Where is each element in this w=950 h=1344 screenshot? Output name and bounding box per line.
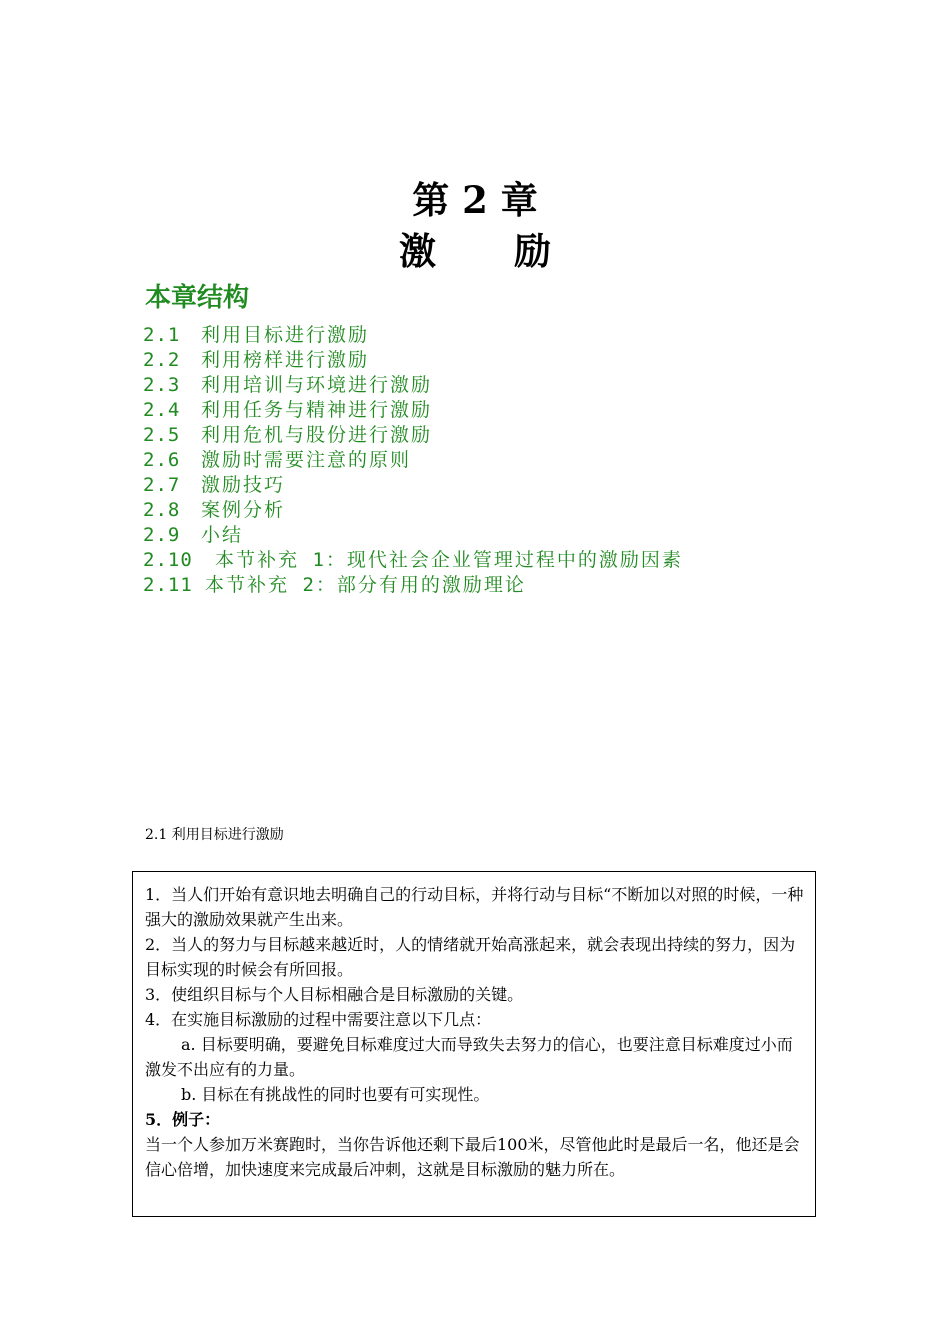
toc-item-label: 本节补充 2：部分有用的激励理论 [205, 574, 526, 596]
toc-item[interactable] [143, 473, 683, 498]
toc-item-label: 利用榜样进行激励 [201, 349, 370, 371]
toc-item-label: 利用目标进行激励 [201, 324, 370, 346]
chapter-title-char-2: 励 [514, 229, 551, 273]
box-paragraph-3: 3．使组织目标与个人目标相融合是目标激励的关键。 [145, 985, 524, 1004]
toc-item-label: 小结 [201, 524, 244, 546]
toc-item-number: 2.7 [143, 474, 181, 496]
box-paragraph-6: 当一个人参加万米赛跑时，当你告诉他还剩下最后100米，尽管他此时是最后一名，他还是会信心倍增，加快速度来完成最后冲刺，这就是目标激励的魅力所在。 [145, 1135, 800, 1179]
toc-item[interactable] [143, 523, 683, 548]
box-paragraph-2: 2．当人的努力与目标越来越近时，人的情绪就开始高涨起来，就会表现出持续的努力，因为目标实现的时候会有所回报。 [145, 935, 796, 979]
toc-item-number: 2.11 [143, 574, 193, 596]
toc-item[interactable] [143, 448, 683, 473]
toc-item-label: 本节补充 1：现代社会企业管理过程中的激励因素 [215, 549, 683, 571]
toc-item-number: 2.1 [143, 324, 181, 346]
toc-item-label: 利用任务与精神进行激励 [201, 399, 433, 421]
content-box [132, 871, 816, 1217]
toc-item-number: 2.4 [143, 399, 181, 421]
toc-item-number: 2.9 [143, 524, 181, 546]
toc-item[interactable] [143, 373, 683, 398]
chapter-structure-heading: 本章结构 [145, 283, 250, 313]
toc-item[interactable] [143, 423, 683, 448]
toc-item[interactable] [143, 323, 683, 348]
toc-item-number: 2.3 [143, 374, 181, 396]
box-paragraph-4b: b. 目标在有挑战性的同时也要有可实现性。 [181, 1085, 490, 1104]
section-label: 2.1 利用目标进行激励 [145, 827, 284, 843]
box-paragraph-4: 4．在实施目标激励的过程中需要注意以下几点： [145, 1010, 492, 1029]
toc-item-label: 利用危机与股份进行激励 [201, 424, 433, 446]
toc-item-number: 2.8 [143, 499, 181, 521]
box-paragraph-1: 1．当人们开始有意识地去明确自己的行动目标，并将行动与目标“不断加以对照的时候，一种强大的激励效果就产生出来。 [145, 885, 804, 929]
toc-item-label: 利用培训与环境进行激励 [201, 374, 433, 396]
box-paragraph-5: 5．例子： [145, 1110, 221, 1129]
toc-item-number: 2.2 [143, 349, 181, 371]
chapter-number: 第 2 章 [412, 178, 538, 222]
toc-item[interactable] [143, 498, 683, 523]
toc-item[interactable] [143, 398, 683, 423]
toc-item-label: 激励时需要注意的原则 [201, 449, 412, 471]
toc-item-number: 2.6 [143, 449, 181, 471]
box-paragraph-4a: a. 目标要明确，要避免目标难度过大而导致失去努力的信心，也要注意目标难度过小而激发不出应有的力量。 [145, 1035, 793, 1079]
table-of-contents [143, 323, 683, 598]
toc-item-number: 2.10 [143, 549, 193, 571]
toc-item-label: 激励技巧 [201, 474, 286, 496]
toc-item[interactable] [143, 573, 683, 598]
toc-item-number: 2.5 [143, 424, 181, 446]
chapter-title [0, 226, 950, 276]
toc-item[interactable] [143, 348, 683, 373]
toc-item[interactable] [143, 548, 683, 573]
chapter-title-char-1: 激 [399, 229, 436, 273]
toc-item-label: 案例分析 [201, 499, 286, 521]
